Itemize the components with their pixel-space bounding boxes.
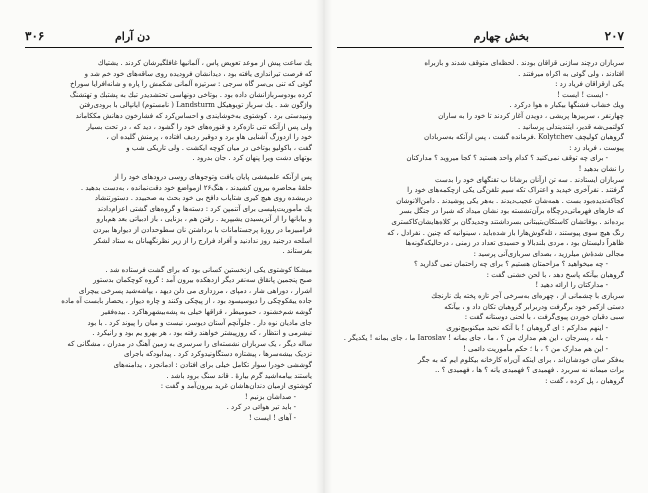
text-line: واژگون شد . یك سرباز تویوهیكل Landsturm ( نامستوم) ایانپالی با برودی‌رفتن [79, 101, 312, 110]
text-line: مجالی شدهٔ‌ش میلرزید ، بصدای سربازی‌آنی پرسید : [473, 249, 624, 258]
text-line: سربازان ایستادند . سه تن ازآنان برشانا ب تفنگهای خود را بدست [434, 175, 624, 184]
text-line: ونیپدستی برد . کوشتوی به‌خوشایندی و احساس‌کرد که فشارخون دهانش مککاماند [75, 111, 312, 120]
text-line: گوششی خودرا سوار تکامل خیلی برای افتادن : ادمانجزد ، یدامنه‌های [113, 361, 312, 370]
text-line: کوشتوی ازمیان دندان‌هاشان غرید بیرون‌آمد و گفت : [160, 382, 312, 391]
text-line: اشرار ، دوراهی شار ، دمپای ، مرزداری می دلن دیهد ، یپاشه‌شید پسرخی ییچرای [78, 286, 312, 295]
right-body-text [337, 58, 624, 386]
text-line: پیوست ، فریاد زد : [569, 143, 624, 152]
text-line: جای مادیان نوه دار . جلوآنچم آستان دیوسر، نیست و میان را پیوند کرد . با بود [87, 318, 312, 327]
text-line: گروهبان کولیچف Kolytchev .فرمانده گشت ، پس ازآنکه به‌سربادان [424, 133, 624, 142]
text-line: گرفتند . نفرآخری خپدید و اعتراک تکه سیم تلفن‌گی یکی ازچکمه‌های خود را [407, 186, 624, 195]
text-line: افتادند ، ولی گوئی به اکراه میرفتند . [518, 69, 624, 78]
text-line: - این هم مدارک من ؟ ، با ؛ حکم مأموریت دائمی ! [462, 345, 608, 354]
text-line: دربیشده روی هیچ كیری شتایاب دافخ بی خود بحث به صحبیدد . دستورتنشاد [94, 194, 312, 203]
text-line: ساله دیگر ، یک سربازان نشسته‌ای را سرسری به زمین آهنگ در مدران ، مشگانی که [67, 339, 312, 348]
page-number-left: ۳۰۶ [25, 29, 45, 43]
text-line: جاده ییقکوچکی را دیوسیسود بود ، از پیچکی وکنند و چاره دیوار ، یحصار بابست آه ماده [61, 297, 312, 306]
text-line: که خارهای فهرماتی‌درچگاه برآن‌تشسته بود نشان میداد که شبرا در جنگل بسر [399, 207, 624, 216]
running-title-left: دن آرام [115, 30, 151, 43]
text-line: یك ساعت پیش از موعد تعویض پاس ، آلمانیها غافلگیرشان كردند . یشتیاك [97, 59, 312, 67]
text-line: برات میمانه نه سربرد . فهمیدی ؟ فهمیدی یانه ؟ ها ، فهمیدی ؟ .. [435, 366, 624, 375]
text-line: فرامبیزما در روزهٔ پرجستامانات با برداشتن نان سطوحدادن از دیوارها بیردن [93, 225, 312, 234]
text-line: چهارنفر ، سربیزها پریشی ، دویدن آغاز کردند تا خود را به ساران [438, 111, 624, 120]
text-line: کولتمی‌شه قدیر، ایتندیندلی پرسانید . [518, 122, 624, 131]
text-line: - باید تیر هوائی در کرد . [226, 403, 296, 412]
text-line: را نشان بدهید ! [578, 164, 624, 173]
running-title-right: بخش چهارم [473, 30, 529, 43]
text-line: یاستند بیامه‌اشید گرم بیارهٔ . قاند سنگ برود باشد . [166, 371, 312, 380]
running-head-left [25, 27, 312, 48]
left-body-text [25, 58, 312, 424]
text-line: حلقهٔ محاصره بیرون کشیدند ، هنگ۲۶ ازمواضع خود دقت‌نمانده ، به‌دست بدهید . [80, 183, 312, 192]
book-gutter [316, 0, 332, 493]
text-line: گوشه شم‌خشنود ، حمومیطر ، قزاقها خیلی به پشه‌بیشهرها‌کرد . بیده‌فقیر [101, 308, 312, 317]
text-line: - بله ، پسرجان ، این هم مدارك من ؟ ، ما ، جای بمانه ! Iaroslav ما ، جای بمانه ! یكدیگر . [343, 334, 608, 343]
text-line: - صداشان بزنیم ! [244, 392, 296, 401]
text-line: صبح پنجمین پانقاق سه‌نفر دیگر ازدهکده بیرون آمد : گروه کوچکمان بدستور [93, 276, 312, 285]
text-line: به‌فکر سان خودشان‌اند ، برای اینکه آن‌راه کارخانه بیکلوم ایم که به جگر [417, 355, 624, 364]
text-line: نیشرمی و انتظار ، که روزپیشتر خواهند رفته بود ، هر بهرو یم بود و رانیکرد . [92, 329, 312, 338]
text-line: - ایست ! ایست ! [557, 90, 608, 99]
text-line: برده‌اند . بوفاتشان کاستکان‌بتیبتانی بسرداشتند وجدیدگان بر کلاه‌هایشان‌کاکستری [391, 217, 624, 226]
text-line: ظاهراً دلیستان بود ، مردی بلند‌بالا و حسیدی تعداد در زمنی ، درحالیکه‌گونه‌ها [405, 239, 624, 248]
page-number-right: ۲۰۷ [604, 29, 624, 43]
text-line: - مدارکتان را ارائه دهید ! [535, 281, 608, 290]
text-line: - اینهم مدارکم : ای گروهبان ! با آنکه نحید میکنوبیچ‌نوری [446, 323, 608, 332]
text-line: گروهبان ، پل کرده ، گفت : [545, 376, 624, 385]
text-line: ولی پس ازآنکه تنی تازه‌کرد و قنوره‌های خود را گشود ، دید که ، در تحت بسیار [86, 122, 312, 131]
text-line: ویك خشاب فشنگها بیکبار ه هوا درکرد . [509, 101, 624, 110]
left-page [25, 27, 312, 482]
text-line: میشکا کوشتوی یکی ازنخستین کسانی بود که برای گشت فرستاده شد . [105, 265, 312, 274]
text-line: سبی دقبان خوردن پیوی‌گرفت ، با لحنی دوستانه گفت : [464, 313, 624, 322]
text-line: گفت ، باکولیو بوتاخی در میان کوچه ایکشت . ولی تاریکی شب و [126, 143, 312, 152]
right-page [337, 27, 624, 482]
text-line: سربازی با چشمانی از ، چهره‌ای به‌سرخی آجر تازه پخته یك نارنجك [431, 292, 624, 301]
text-line: گوئی كه تنی بی‌سر گاه سرجی : سرتیزه آلمانی شکمش را پاره و شانه‌افرایا سوراخ [70, 80, 312, 89]
text-line: یکی ازقزاقان فریاد زد : [555, 80, 624, 89]
text-line: و بیابانها را از آنزیسیدن یشیپرید . رفتن هم ، بزنایی ، باز ادبیاتی بعد هم‌بارو [96, 215, 312, 224]
text-line: نزدیک بیشه‌سرها ، پیشتازه دستگاو‌نیدوکرد کرد . پیدابودکه باجرای [124, 350, 312, 359]
text-line: كرده بودوسربازانشان داده بود . بوتاخی دونهاسی تحتشدیدر تبك به پشتبك و تهتشنگ [69, 90, 312, 99]
text-line: یك مأموریت‌پلیسی برای آتنمپن کرد : دسته‌ها و گروه‌های گشتی اعزام‌دادند [97, 204, 312, 213]
text-line: كه فرصت تیراندازی یافته بود ، دیدانشان فرودیده روی ساقه‌های خود خم شد و [84, 69, 312, 78]
text-line: دستی ازکمر خود برگرفت ودربرابر گروهبان تکان داد و ، بیآنکه [444, 302, 624, 311]
text-line: بفرستاند . [282, 247, 312, 256]
text-line: پس ازآنکه علمیفشی پایان یافت وتوجوهای روسی درودهای خود را از [113, 172, 312, 181]
text-line: رنگ هیچ سوی پیوستند ، ئله‌گوش‌ها‌را باز شده‌باید ، سینوانیه که چنین . نفرادل ، که [387, 228, 624, 237]
text-line: کجا‌که‌ندیده‌بود بست . همه‌شان عجیب‌دیدند . به‌هر یکی پوشیدند . دامن‌الانوشان [396, 196, 624, 205]
text-line: بوتهای دشت ویرا پنهان کرد . جان بدرود . [192, 154, 312, 163]
paragraph-gap [25, 164, 312, 172]
text-line: اسلحه درجنید روز ندادنید و آفراد فرارج را از زیر نظرنگهبانان به ستاد لشکر [93, 236, 312, 245]
running-head-right [337, 27, 624, 48]
text-line: - برای چه توقف نمی‌کنید ؟ کدام واحد هستید ؟ کجا میروید ؟ مدارکتان [406, 154, 608, 163]
text-line: گروهبان بیآنکه پاسخ دهد ، با لحن خشنی گفت : [486, 270, 624, 279]
text-line: خود را ازدوزگ آشنایی هاو برد و دوقیر ردیف افتاده ، پرمنش گلیده ان ، [106, 133, 312, 142]
text-line: سربازان درچند ساژنی قزاقان بودند . لحظه‌ای متوقف شدند و بازبراه [424, 59, 624, 67]
paragraph-gap [25, 257, 312, 265]
text-line: - چه میخواهید ؟ مزاحمتان هستیم ؟ برای چه راحتمان نمی گذارید ؟ [413, 260, 608, 269]
text-line: - آهای ! ایست ! [248, 414, 296, 422]
